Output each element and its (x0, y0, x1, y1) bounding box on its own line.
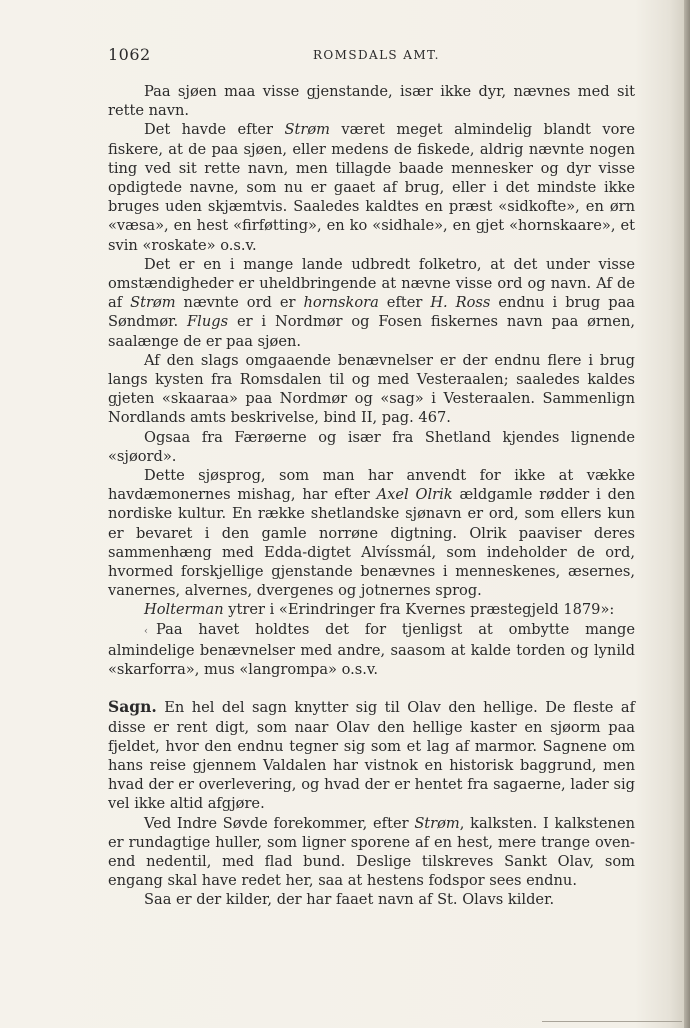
section-paragraph: Sagn. En hel del sagn knytter sig til Olav den hellige. De fleste af disse er rent digt, som naar Olav den hellige kaster en sjøorm paa fjeldet, hvor den endnu tegner sig som et lag af marmor. Sagnene om hans reise gjennem Valdalen har vistnok en historisk baggrund, men hvad der er overlevering, og hvad der er hentet fra sagaerne, lader sig vel ikke altid afgjøre. (108, 697, 635, 813)
running-head: ROMSDALS AMT. (313, 48, 440, 62)
paragraph: Af den slags omgaaende benævnelser er der endnu flere i brug langs kysten fra Romsdalen til og med Vesteraalen; saaledes kaldes gjeten «skaaraa» paa Nordmør og «sag» i Vesteraalen. Sammenlign Nordlands amts beskrivelse, bind II, pag. 467. (108, 351, 635, 427)
author-ref: Holterman (144, 601, 224, 619)
section-heading: Sagn. (108, 697, 157, 717)
paragraph: Det havde efter Strøm været meget almindelig blandt vore fiskere, at de paa sjøen, eller medens de fiskede, aldrig nævnte nogen ting ved sit rette navn, men tillagde baade mennesker og dyr visse opdigtede navne, som nu er gaaet af brug, eller i det mindste ikke bruges uden skjæmtvis. Saaledes kaldtes en præst «sidkofte», en ørn «væsa», en hest «firføtting», en ko «sidhale», en gjet «hornskaare», et svin «roskate» o.s.v. (108, 121, 635, 254)
bottom-rule (542, 1021, 682, 1022)
author-ref: H. Ross (430, 294, 491, 312)
page-number: 1062 (108, 45, 151, 64)
term: hornskora (303, 294, 379, 312)
author-ref: Strøm (284, 121, 330, 139)
paragraph: Ved Indre Søvde forekommer, efter Strøm, kalksten. I kalkstenen er rundagtige huller, som ligner sporene af en hest, mere trange oven- end nedentil, med flad bund. Deslige tilskreves Sankt Olav, som engang skal have redet her, saa at hestens fodspor sees endnu. (108, 814, 635, 890)
quote-marker: ‹ (144, 625, 148, 637)
term: Flugs (187, 313, 229, 331)
paragraph: Dette sjøsprog, som man har anvendt for ikke at vække havdæmonernes mishag, har efter Axel Olrik ældgamle rødder i den nordiske kultur. En række shetlandske sjønavn er ord, som ellers kun er bevaret i den gamle norrøne digtning. Olrik paaviser deres sammenhæng med Edda-digtet Alvíssmál, som indeholder de ord, hvormed forskjellige gjenstande benævnes i menneskenes, æsernes, vanernes, alvernes, dvergenes og jotnernes sprog. (108, 467, 635, 600)
author-ref: Axel Olrik (376, 486, 453, 504)
quote-paragraph: ‹ Paa havet holdtes det for tjenligst at ombytte mange almindelige benævnelser med andre, saasom at kalde torden og lynild «skarforra», mus «langrompa» o.s.v. (108, 620, 635, 679)
page-header (108, 45, 636, 69)
author-ref: Strøm (414, 814, 460, 832)
author-ref: Strøm (130, 294, 176, 312)
body-text (108, 82, 635, 910)
page-edge (684, 0, 690, 1028)
paragraph: Det er en i mange lande udbredt folketro, at det under visse omstændigheder er uheldbringende at nævne visse ord og navn. Af de af Strøm nævnte ord er hornskora efter H. Ross endnu i brug paa Søndmør. Flugs er i Nordmør og Fosen fiskernes navn paa ørnen, saalænge de er paa sjøen. (108, 255, 635, 350)
paragraph: Paa sjøen maa visse gjenstande, især ikke dyr, nævnes med sit rette navn. (108, 83, 635, 120)
paragraph: Saa er der kilder, der har faaet navn af St. Olavs kilder. (144, 891, 555, 909)
paragraph: Holterman ytrer i «Erindringer fra Kvernes præstegjeld 1879»: (144, 601, 615, 619)
paragraph: Ogsaa fra Færøerne og især fra Shetland kjendes lignende «sjøord». (108, 428, 635, 465)
section-gap (108, 679, 635, 697)
